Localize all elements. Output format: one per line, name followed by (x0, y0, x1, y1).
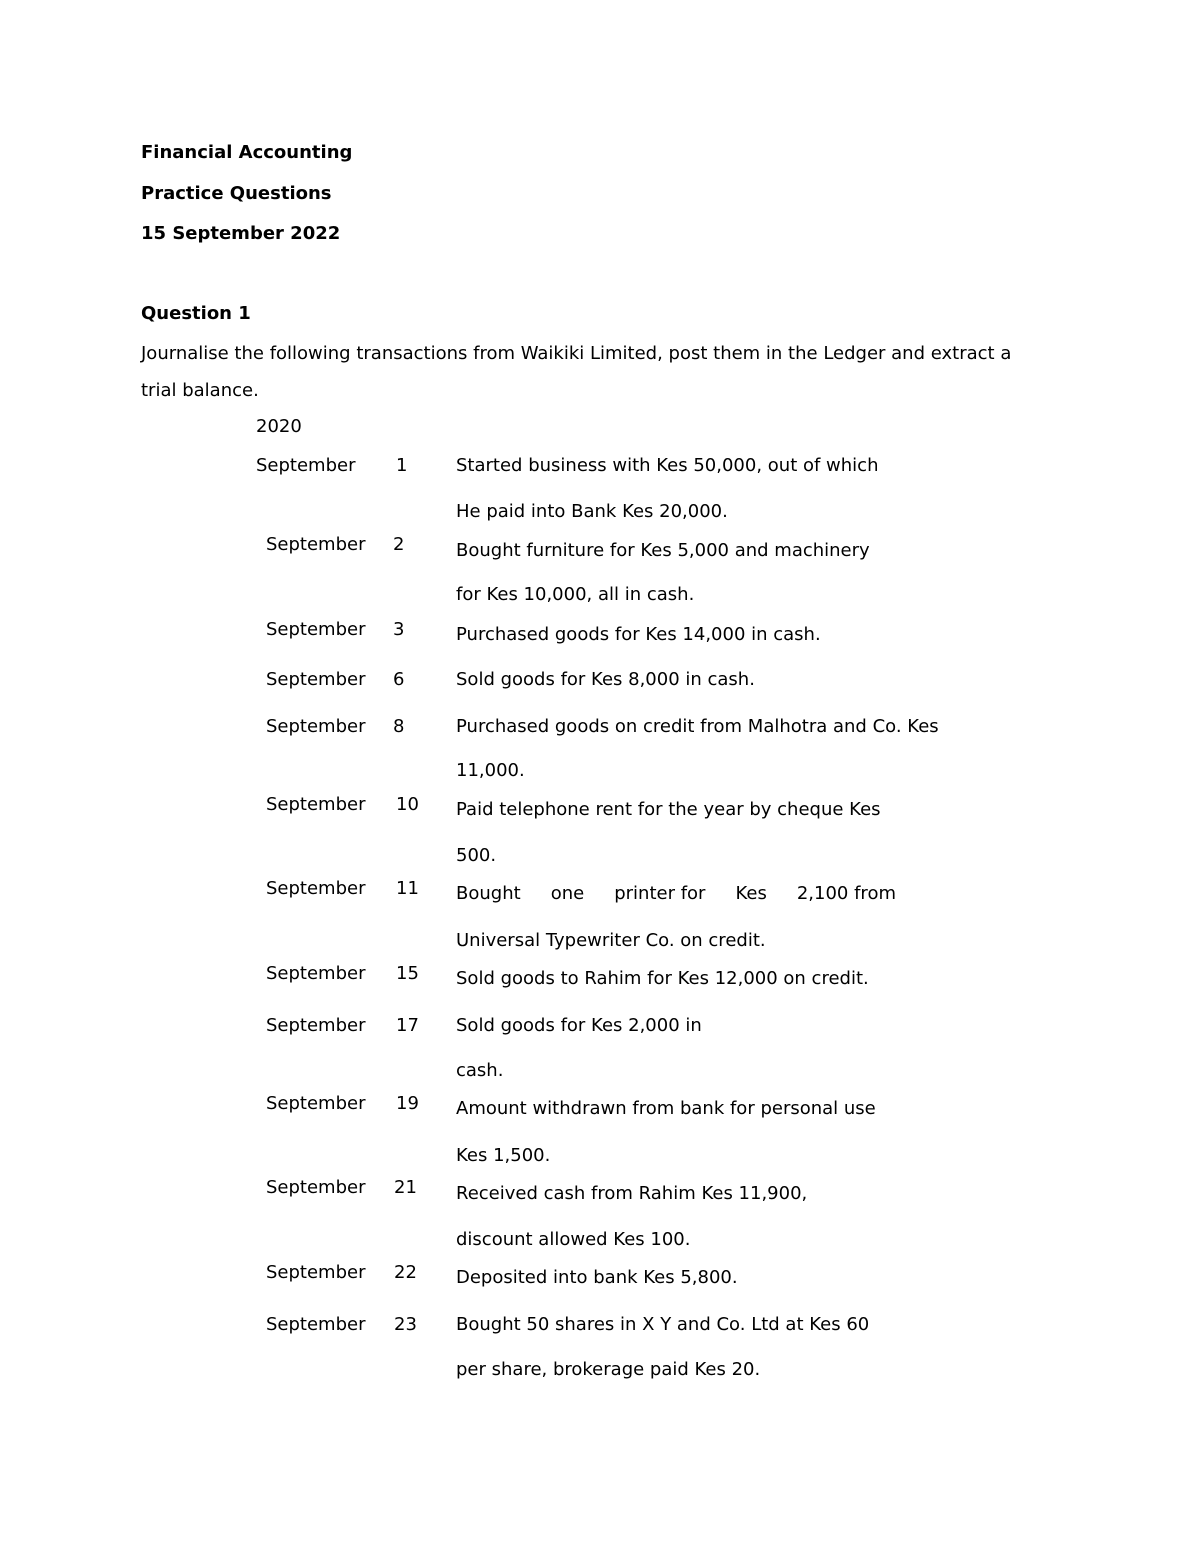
transaction-description-line1: Bought 50 shares in X Y and Co. Ltd at Kes 60 (456, 1314, 870, 1335)
transaction-description-line1: Bought furniture for Kes 5,000 and machinery (456, 540, 870, 561)
transaction-day: 21 (394, 1177, 417, 1198)
transaction-day: 10 (396, 794, 419, 815)
transaction-description-line2: cash. (456, 1060, 504, 1081)
description-word: 2,100 from (796, 883, 896, 904)
transaction-day: 1 (396, 455, 408, 476)
transaction-day: 23 (394, 1314, 417, 1335)
transaction-month: September (266, 963, 366, 984)
transaction-day: 6 (393, 669, 405, 690)
transaction-description-line2: 500. (456, 845, 497, 866)
transaction-month: September (266, 878, 366, 899)
description-word: Bought (456, 883, 521, 904)
transaction-description-line1: Purchased goods on credit from Malhotra and Co. Kes (456, 716, 939, 737)
transaction-day: 19 (396, 1093, 419, 1114)
transaction-month: September (266, 1093, 366, 1114)
transactions-year: 2020 (256, 416, 302, 437)
question-instruction-line2: trial balance. (141, 380, 259, 401)
transaction-month: September (266, 716, 366, 737)
transaction-month: September (266, 1314, 366, 1335)
transaction-description-line2: for Kes 10,000, all in cash. (456, 584, 695, 605)
transaction-description-line2: discount allowed Kes 100. (456, 1229, 691, 1250)
transaction-description-line2: Universal Typewriter Co. on credit. (456, 930, 766, 951)
transaction-description-line1: Sold goods for Kes 2,000 in (456, 1015, 702, 1036)
description-word: one (550, 883, 585, 904)
transaction-month: September (266, 534, 366, 555)
transaction-description-line1: Deposited into bank Kes 5,800. (456, 1267, 738, 1288)
transaction-description-line1: Purchased goods for Kes 14,000 in cash. (456, 624, 821, 645)
document-subtitle: Practice Questions (141, 183, 332, 204)
transaction-description-line1: Paid telephone rent for the year by cheque Kes (456, 799, 881, 820)
transaction-day: 22 (394, 1262, 417, 1283)
transaction-description-line2: Kes 1,500. (456, 1145, 551, 1166)
transaction-description-line2: He paid into Bank Kes 20,000. (456, 501, 728, 522)
transaction-day: 2 (393, 534, 405, 555)
transaction-month: September (266, 1177, 366, 1198)
description-word: Kes (735, 883, 767, 904)
transaction-description-line1: Sold goods for Kes 8,000 in cash. (456, 669, 755, 690)
transaction-description-line1: Amount withdrawn from bank for personal use (456, 1098, 876, 1119)
transaction-day: 15 (396, 963, 419, 984)
course-title: Financial Accounting (141, 142, 353, 163)
transaction-day: 3 (393, 619, 405, 640)
transaction-month: September (256, 455, 356, 476)
transaction-month: September (266, 1015, 366, 1036)
transaction-description-line1: Started business with Kes 50,000, out of which (456, 455, 879, 476)
transaction-month: September (266, 619, 366, 640)
transaction-month: September (266, 794, 366, 815)
transaction-description-line1: Received cash from Rahim Kes 11,900, (456, 1183, 808, 1204)
transaction-month: September (266, 669, 366, 690)
transaction-description-line2: per share, brokerage paid Kes 20. (456, 1359, 761, 1380)
transaction-description-line2: 11,000. (456, 760, 525, 781)
transaction-month: September (266, 1262, 366, 1283)
transaction-day: 17 (396, 1015, 419, 1036)
transaction-day: 8 (393, 716, 405, 737)
transaction-description-line1 (456, 883, 896, 905)
transaction-description-line1: Sold goods to Rahim for Kes 12,000 on credit. (456, 968, 869, 989)
document-date: 15 September 2022 (141, 223, 341, 244)
description-word: printer for (614, 883, 706, 904)
transaction-day: 11 (396, 878, 419, 899)
question-title: Question 1 (141, 303, 251, 324)
question-instruction-line1: Journalise the following transactions from Waikiki Limited, post them in the Ledger and extract a (141, 343, 1012, 364)
